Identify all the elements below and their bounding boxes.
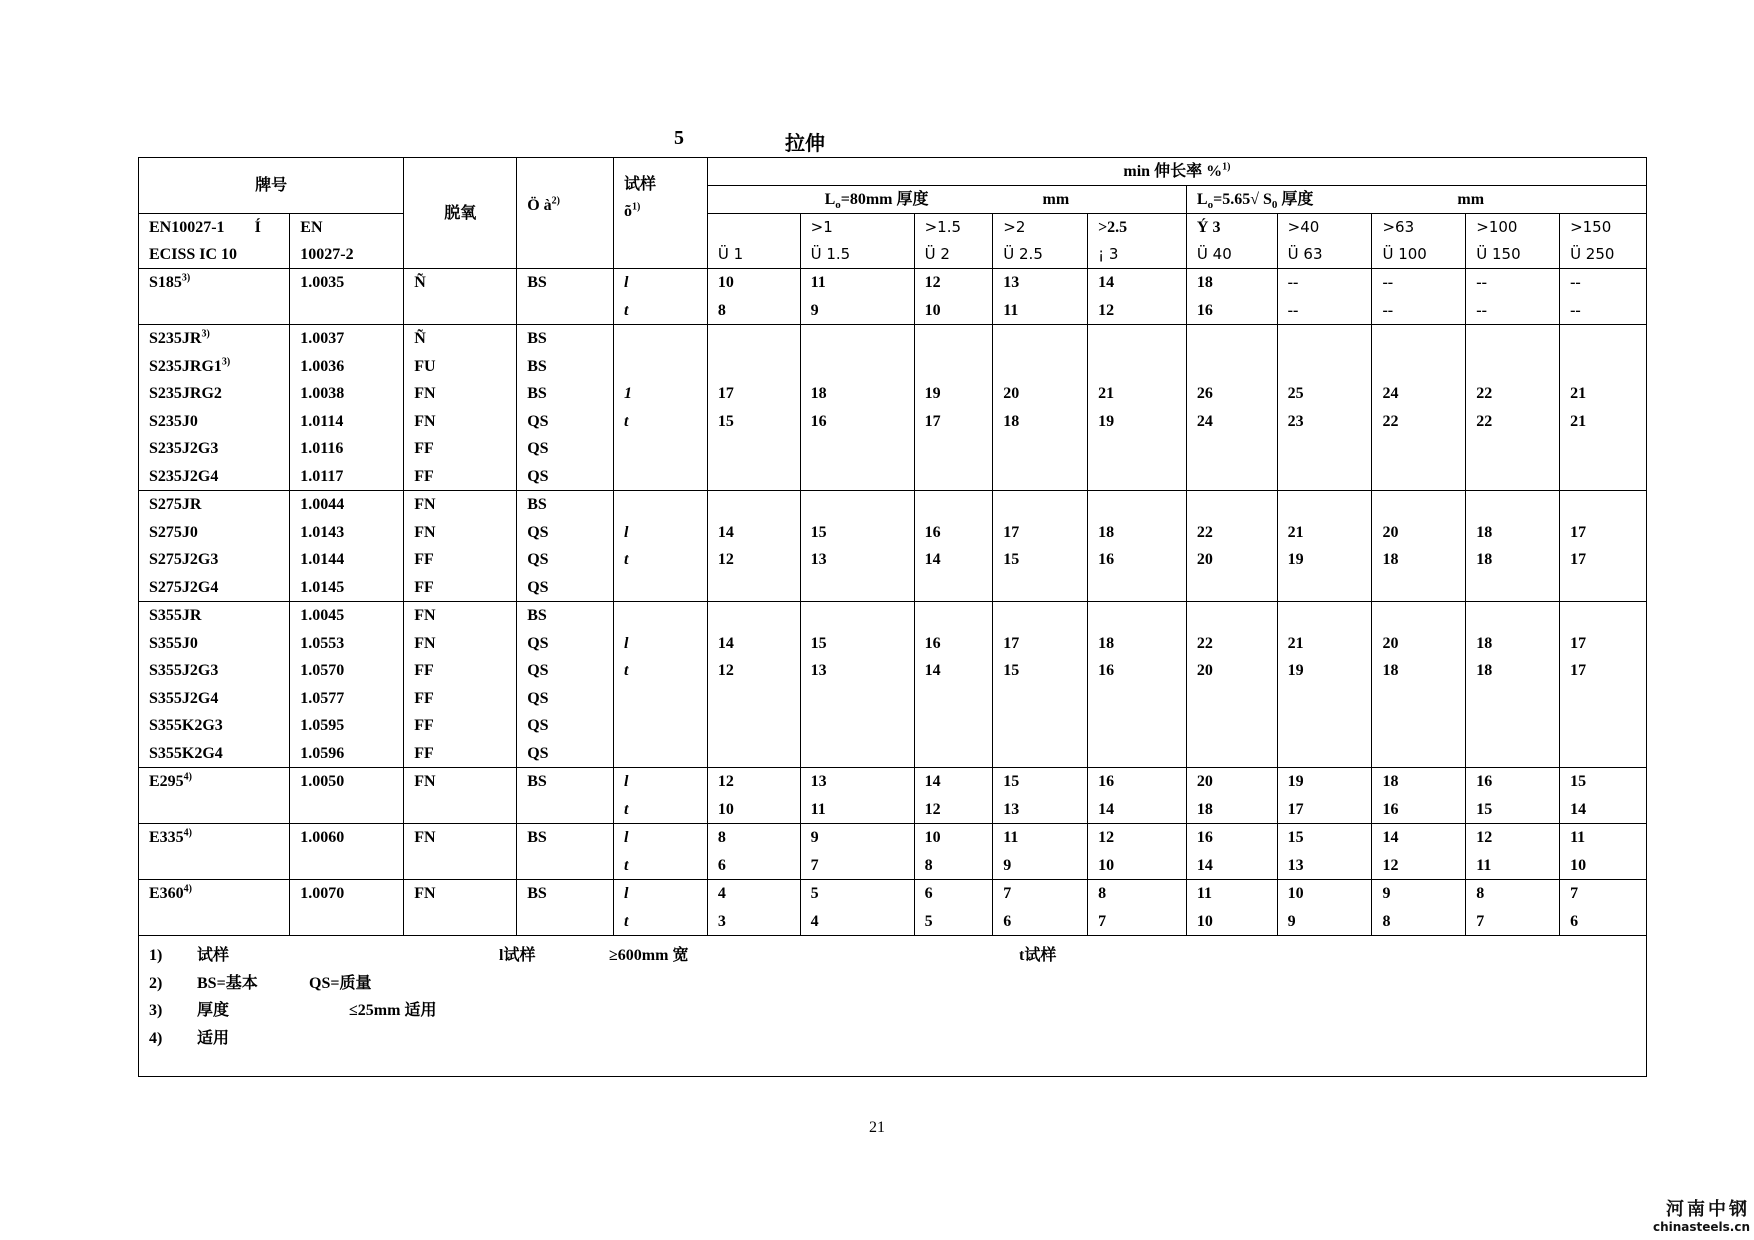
elongation-value-cell: 20 18 — [993, 325, 1088, 491]
footnotes-row — [139, 936, 1647, 1077]
footnotes — [139, 936, 1647, 1077]
quality-cell: BS — [517, 880, 614, 936]
grade-name-cell: S185$^{3)}$ — [139, 269, 290, 325]
elongation-value-cell: 17 15 — [993, 602, 1088, 768]
table-title — [640, 127, 1000, 155]
elongation-value-cell: 14 12 — [914, 768, 993, 824]
elongation-value-cell: 18 16 — [800, 325, 914, 491]
direction-cell: 1 t — [614, 325, 708, 491]
band-lo-80mm: $L_o=80mm$ 厚度 mm — [707, 186, 1186, 214]
grade-name: S235J0 — [149, 412, 198, 430]
elongation-value-cell: 22 20 — [1186, 602, 1277, 768]
grade-number-cell: 1.0037 1.0036 1.0038 1.0114 1.0116 1.0117 — [290, 325, 404, 491]
deoxidation-cell: FN FN FF FF FF FF — [404, 602, 517, 768]
elongation-value-cell: 9 7 — [800, 824, 914, 880]
deoxidation-cell: FN — [404, 768, 517, 824]
elongation-value-cell: 9 8 — [1372, 880, 1466, 936]
grade-name: S235J2G3 — [149, 440, 219, 457]
thickness-header-2: >1 Ü 1.5 — [800, 214, 914, 269]
elongation-value-cell: 10 8 — [914, 824, 993, 880]
specimen-header: 试样 $õ^{1)}$ — [614, 158, 708, 269]
thickness-header-6: Ý 3 Ü 40 — [1186, 214, 1277, 269]
grade-group-row — [139, 768, 1647, 824]
elongation-value-cell: 21 19 — [1277, 491, 1372, 602]
grade-name: S355K2G4 — [149, 744, 223, 762]
grade-name: S275J2G3 — [149, 551, 219, 568]
elongation-value-cell: 22 20 — [1186, 491, 1277, 602]
watermark-cn: 河南中钢 — [1666, 1199, 1750, 1220]
elongation-value-cell: 17 17 — [1560, 602, 1647, 768]
elongation-value-cell: 22 22 — [1466, 325, 1560, 491]
thickness-header-3: >1.5 Ü 2 — [914, 214, 993, 269]
elongation-value-cell: 12 10 — [707, 768, 800, 824]
grade-name: E360 — [149, 885, 184, 902]
quality-cell: BS — [517, 768, 614, 824]
grade-number-cell: 1.0035 — [290, 269, 404, 325]
grade-name: S185 — [149, 274, 182, 291]
elongation-value-cell: 8 7 — [1466, 880, 1560, 936]
elongation-value-cell: 16 14 — [914, 491, 993, 602]
elongation-value-cell: 8 7 — [1088, 880, 1187, 936]
watermark-en: chinasteels.cn — [1652, 1220, 1750, 1234]
grade-name: S235JRG1 — [149, 357, 222, 375]
elongation-table — [138, 157, 1647, 1077]
grade-name: S235JRG2 — [149, 385, 222, 402]
elongation-value-cell: 10 9 — [1277, 880, 1372, 936]
grade-name: E295 — [149, 773, 184, 790]
elongation-value-cell: 14 12 — [1088, 269, 1187, 325]
elongation-value-cell: 21 19 — [1088, 325, 1187, 491]
grade-name: S235JR — [149, 330, 202, 347]
grade-name: S275J2G4 — [149, 578, 219, 596]
grade-name: S275J0 — [149, 523, 198, 541]
direction-cell: l t — [614, 602, 708, 768]
grade-name: S355J2G3 — [149, 662, 219, 679]
elongation-value-cell: -- -- — [1277, 269, 1372, 325]
grade-name: E335 — [149, 829, 184, 846]
quality-cell: BS BS BS QS QS QS — [517, 325, 614, 491]
elongation-value-cell: 15 13 — [800, 602, 914, 768]
direction-cell: l t — [614, 269, 708, 325]
elongation-value-cell: 18 16 — [1088, 491, 1187, 602]
elongation-value-cell: 15 13 — [993, 768, 1088, 824]
footnote-2: 2) BS=基本 QS=质量 — [149, 974, 372, 992]
deoxidation-cell: FN FN FF FF — [404, 491, 517, 602]
elongation-value-cell: 25 23 — [1277, 325, 1372, 491]
grade-name-cell — [139, 602, 290, 768]
quality-cell: BS — [517, 269, 614, 325]
elongation-value-cell: 4 3 — [707, 880, 800, 936]
elongation-value-cell: 12 10 — [1088, 824, 1187, 880]
elongation-value-cell: 17 17 — [1560, 491, 1647, 602]
grade-number-cell: 1.0044 1.0143 1.0144 1.0145 — [290, 491, 404, 602]
elongation-value-cell: 14 12 — [1372, 824, 1466, 880]
elongation-value-cell: 12 11 — [1466, 824, 1560, 880]
elongation-value-cell: 24 22 — [1372, 325, 1466, 491]
elongation-header: min 伸长率 %$^{1)}$ — [707, 158, 1646, 186]
elongation-value-cell: 16 14 — [1088, 768, 1187, 824]
direction-cell: l t — [614, 824, 708, 880]
table-number: 5 — [674, 127, 684, 149]
elongation-value-cell: 17 15 — [707, 325, 800, 491]
grade-group-row — [139, 325, 1647, 491]
grade-name-cell: E295$^{4)}$ — [139, 768, 290, 824]
grade-name: S355J0 — [149, 634, 198, 652]
thickness-header-10: >150 Ü 250 — [1560, 214, 1647, 269]
elongation-value-cell: 13 11 — [800, 768, 914, 824]
elongation-value-cell: 16 15 — [1466, 768, 1560, 824]
grade-group-row — [139, 880, 1647, 936]
elongation-value-cell: 13 11 — [993, 269, 1088, 325]
table-title-text: 拉伸 — [785, 133, 825, 155]
grade-number-cell: 1.0060 — [290, 824, 404, 880]
elongation-value-cell: 14 12 — [707, 602, 800, 768]
elongation-value-cell: 11 10 — [1560, 824, 1647, 880]
quality-cell: BS QS QS QS — [517, 491, 614, 602]
elongation-value-cell: 7 6 — [993, 880, 1088, 936]
grade-name-cell: E335$^{4)}$ — [139, 824, 290, 880]
grade-group-row — [139, 491, 1647, 602]
elongation-value-cell: 11 9 — [993, 824, 1088, 880]
elongation-value-cell: 11 9 — [800, 269, 914, 325]
thickness-header-7: >40 Ü 63 — [1277, 214, 1372, 269]
grade-group-row — [139, 824, 1647, 880]
grade-group-row — [139, 269, 1647, 325]
grade-name-cell: E360$^{4)}$ — [139, 880, 290, 936]
grade-group-row — [139, 602, 1647, 768]
direction-cell: l t — [614, 491, 708, 602]
elongation-value-cell: 19 17 — [1277, 768, 1372, 824]
elongation-value-cell: -- -- — [1560, 269, 1647, 325]
grade-number-cell: 1.0050 — [290, 768, 404, 824]
elongation-value-cell: 18 16 — [1088, 602, 1187, 768]
standard-en10027-1-header: EN10027-1 Í ECISS IC 10 — [139, 214, 290, 269]
thickness-header-9: >100 Ü 150 — [1466, 214, 1560, 269]
band-lo-565: $L_o=5.65√$ $S_0$ 厚度 mm — [1186, 186, 1646, 214]
grade-designation-header: 牌号 — [139, 158, 404, 214]
deoxidation-cell: FN — [404, 880, 517, 936]
elongation-value-cell: 15 13 — [800, 491, 914, 602]
footnote-3: 3) 厚度 ≤25mm 适用 — [149, 1002, 437, 1019]
standard-en10027-2-header: EN 10027-2 — [290, 214, 404, 269]
grade-name-cell — [139, 491, 290, 602]
elongation-value-cell: 12 10 — [914, 269, 993, 325]
quality-header: Ö $à^{2)}$ — [517, 158, 614, 269]
elongation-value-cell: 15 14 — [1560, 768, 1647, 824]
elongation-value-cell: -- -- — [1466, 269, 1560, 325]
direction-cell: l t — [614, 768, 708, 824]
elongation-value-cell: 18 18 — [1466, 602, 1560, 768]
page-number: 21 — [869, 1119, 885, 1136]
elongation-value-cell: 18 16 — [1372, 768, 1466, 824]
elongation-value-cell: 7 6 — [1560, 880, 1647, 936]
watermark-logo — [1640, 1200, 1750, 1236]
grade-number-cell: 1.0070 — [290, 880, 404, 936]
quality-cell: BS QS QS QS QS QS — [517, 602, 614, 768]
elongation-value-cell: 10 8 — [707, 269, 800, 325]
elongation-value-cell: 6 5 — [914, 880, 993, 936]
elongation-value-cell: 15 13 — [1277, 824, 1372, 880]
elongation-value-cell: 14 12 — [707, 491, 800, 602]
elongation-value-cell: 18 18 — [1466, 491, 1560, 602]
elongation-value-cell: 20 18 — [1372, 491, 1466, 602]
elongation-value-cell: 18 16 — [1186, 269, 1277, 325]
elongation-value-cell: 21 19 — [1277, 602, 1372, 768]
deoxidation-header: 脱氧 — [404, 158, 517, 269]
grade-name: S235J2G4 — [149, 467, 219, 485]
elongation-value-cell: 16 14 — [1186, 824, 1277, 880]
direction-cell: l t — [614, 880, 708, 936]
deoxidation-cell: Ñ FU FN FN FF FF — [404, 325, 517, 491]
elongation-value-cell: 8 6 — [707, 824, 800, 880]
grade-name: S275JR — [149, 496, 202, 513]
elongation-value-cell: 17 15 — [993, 491, 1088, 602]
deoxidation-cell: FN — [404, 824, 517, 880]
grade-name: S355J2G4 — [149, 689, 219, 707]
thickness-header-8: >63 Ü 100 — [1372, 214, 1466, 269]
elongation-value-cell: 16 14 — [914, 602, 993, 768]
elongation-value-cell: 21 21 — [1560, 325, 1647, 491]
elongation-value-cell: -- -- — [1372, 269, 1466, 325]
grade-name: S355JR — [149, 607, 202, 624]
elongation-value-cell: 5 4 — [800, 880, 914, 936]
elongation-value-cell: 20 18 — [1372, 602, 1466, 768]
thickness-header-5: >2.5 ¡ 3 — [1088, 214, 1187, 269]
elongation-value-cell: 11 10 — [1186, 880, 1277, 936]
elongation-value-cell: 19 17 — [914, 325, 993, 491]
footnote-1: 1) 试样 l试样 ≥600mm 宽 t试样 — [149, 947, 1057, 964]
thickness-header-1: Ü 1 — [707, 214, 800, 269]
grade-name: S355K2G3 — [149, 717, 223, 734]
deoxidation-cell: Ñ — [404, 269, 517, 325]
quality-cell: BS — [517, 824, 614, 880]
grade-name-cell: S235JR$^{3)}$ S235JRG1$^{3)}$ S235JRG2 S235J0 S235J2G3 S235J2G4 — [139, 325, 290, 491]
grade-number-cell: 1.0045 1.0553 1.0570 1.0577 1.0595 1.0596 — [290, 602, 404, 768]
footnote-4: 4) 适用 — [149, 1029, 230, 1047]
thickness-header-4: >2 Ü 2.5 — [993, 214, 1088, 269]
elongation-value-cell: 20 18 — [1186, 768, 1277, 824]
elongation-value-cell: 26 24 — [1186, 325, 1277, 491]
